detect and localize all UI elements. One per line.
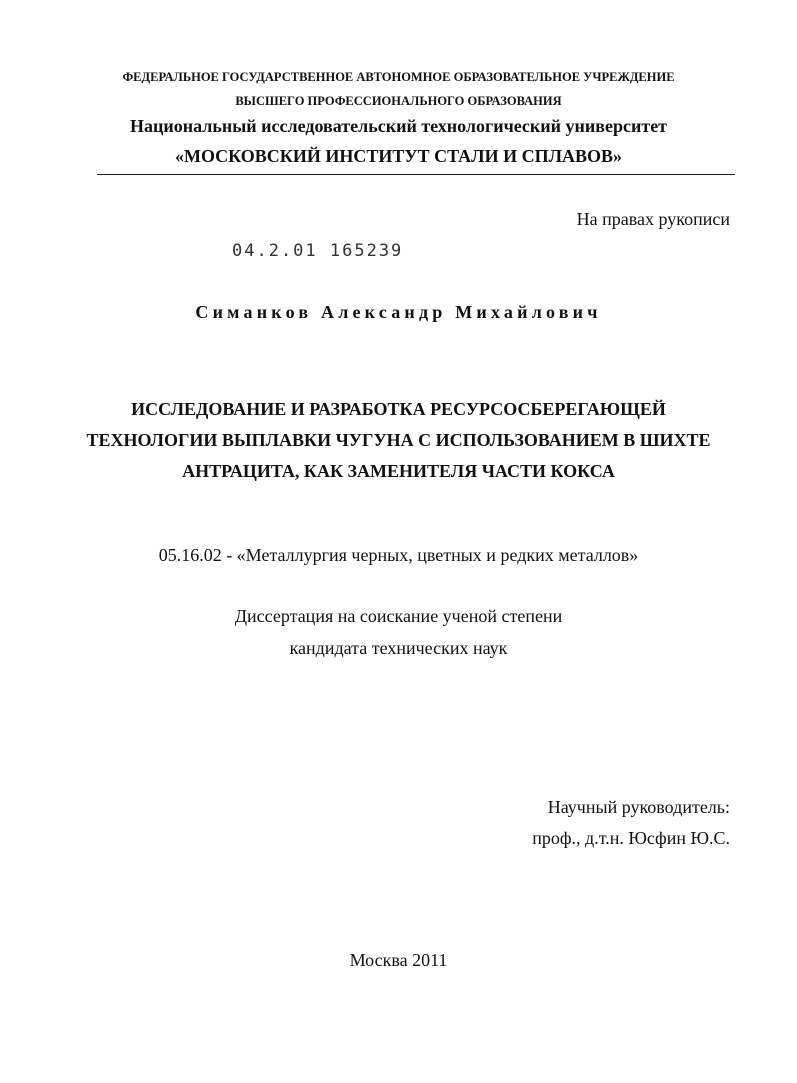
supervisor-label: Научный руководитель: (547, 797, 730, 817)
thesis-title-line-1: ИССЛЕДОВАНИЕ И РАЗРАБОТКА РЕСУРСОСБЕРЕГАЮЩЕЙ (131, 399, 666, 419)
header-divider (97, 174, 735, 175)
university-name: Национальный исследовательский технологический университет (129, 116, 668, 136)
rights-note: На правах рукописи (576, 209, 730, 229)
header-line-2: ВЫСШЕГО ПРОФЕССИОНАЛЬНОГО ОБРАЗОВАНИЯ (235, 94, 562, 108)
institute-name: «МОСКОВСКИЙ ИНСТИТУТ СТАЛИ И СПЛАВОВ» (174, 146, 623, 166)
header-line-1: ФЕДЕРАЛЬНОЕ ГОСУДАРСТВЕННОЕ АВТОНОМНОЕ ОБРАЗОВАТЕЛЬНОЕ УЧРЕЖДЕНИЕ (122, 70, 675, 84)
thesis-title-line-2: ТЕХНОЛОГИИ ВЫПЛАВКИ ЧУГУНА С ИСПОЛЬЗОВАНИЕМ В ШИХТЕ (86, 430, 711, 450)
specialty-code: 05.16.02 - «Металлургия черных, цветных и редких металлов» (158, 545, 639, 565)
registration-stamp: 04.2.01 165239 (232, 241, 404, 261)
author-name: Симанков Александр Михайлович (195, 302, 602, 322)
degree-line-2: кандидата технических наук (289, 638, 508, 658)
thesis-title-line-3: АНТРАЦИТА, КАК ЗАМЕНИТЕЛЯ ЧАСТИ КОКСА (182, 461, 615, 481)
supervisor-name: проф., д.т.н. Юсфин Ю.С. (532, 828, 730, 848)
place-year: Москва 2011 (349, 950, 448, 970)
degree-line-1: Диссертация на соискание ученой степени (234, 606, 563, 626)
